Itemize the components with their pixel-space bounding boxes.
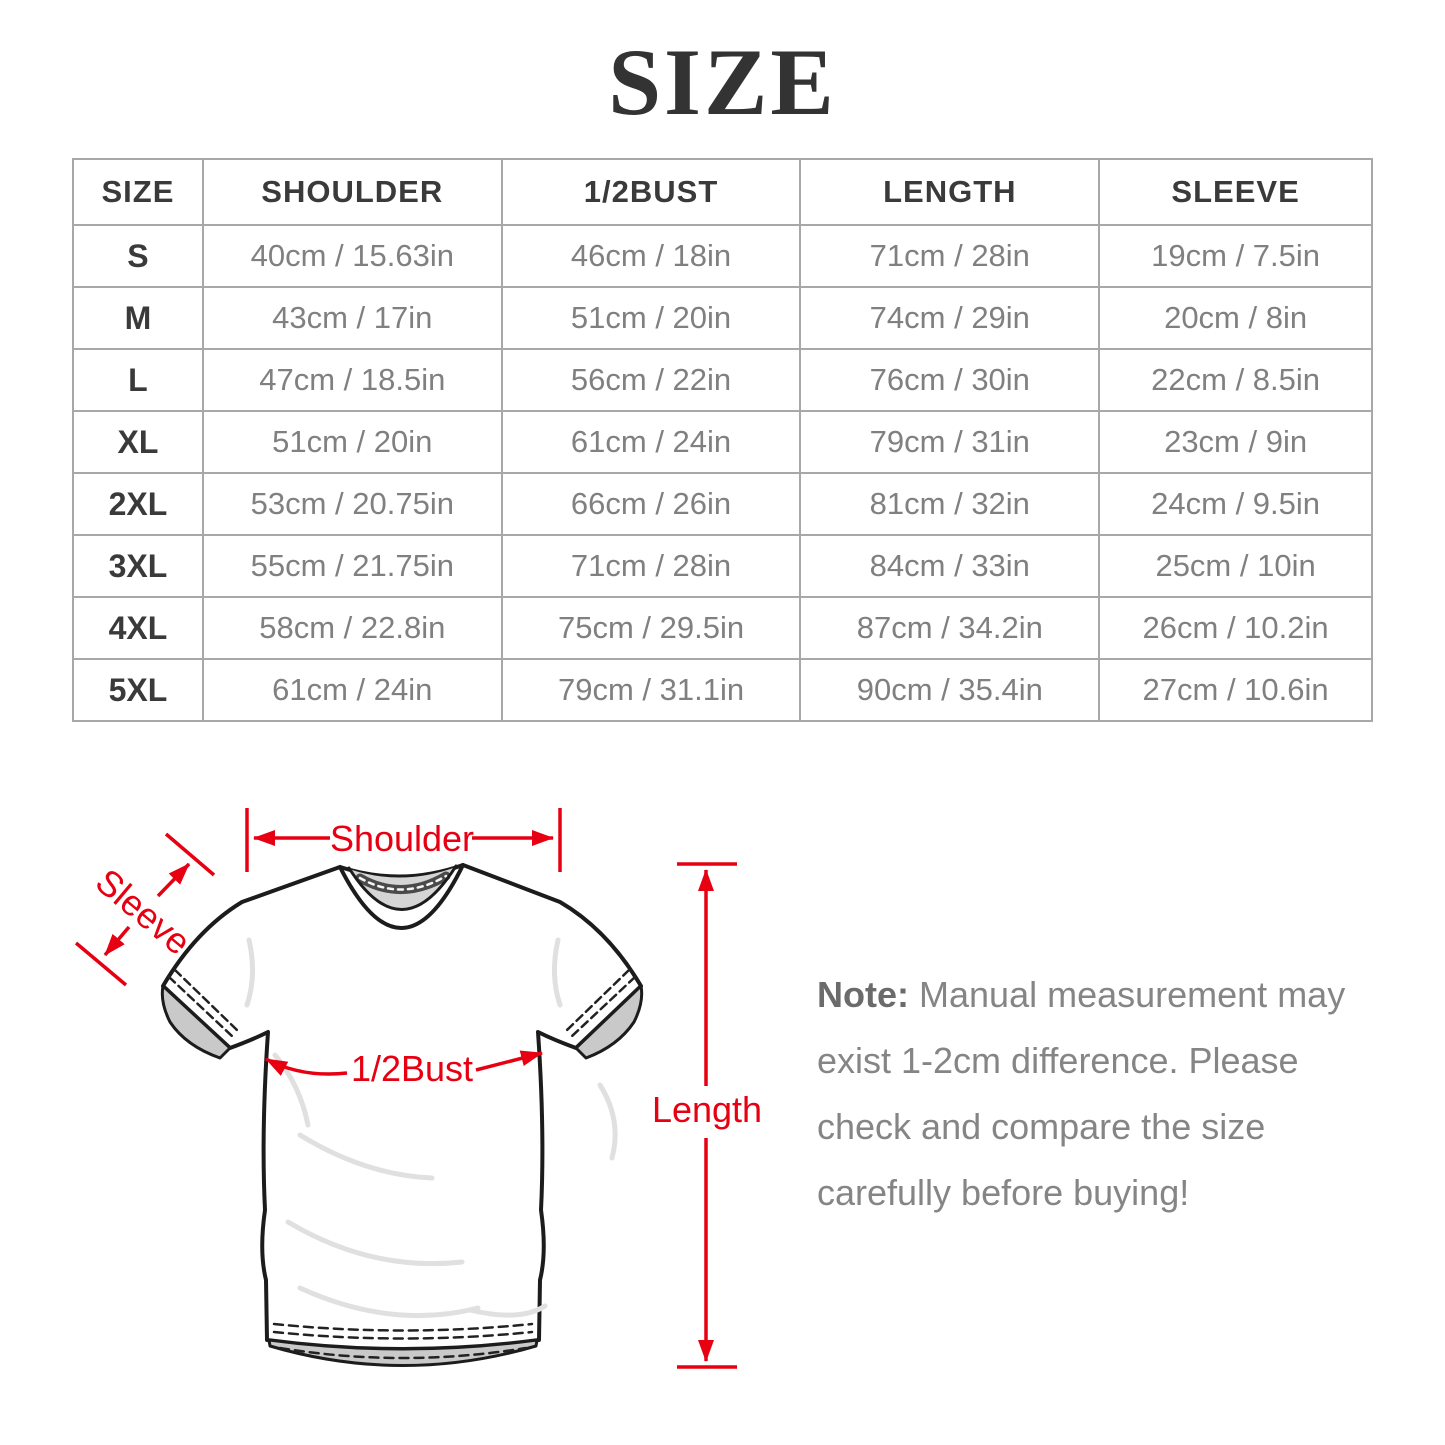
table-row bbox=[73, 287, 1372, 349]
cell-size: 4XL bbox=[73, 597, 203, 659]
table-row bbox=[73, 225, 1372, 287]
cell-halfbust: 71cm / 28in bbox=[502, 535, 801, 597]
note-label: Note: bbox=[817, 974, 909, 1015]
cell-size: 5XL bbox=[73, 659, 203, 721]
cell-size: L bbox=[73, 349, 203, 411]
cell-length: 87cm / 34.2in bbox=[800, 597, 1099, 659]
col-header-shoulder: SHOULDER bbox=[203, 159, 502, 225]
note-line: check and compare the size bbox=[817, 1106, 1266, 1147]
page-title: SIZE bbox=[608, 29, 837, 135]
cell-halfbust: 79cm / 31.1in bbox=[502, 659, 801, 721]
cell-shoulder: 40cm / 15.63in bbox=[203, 225, 502, 287]
note-line: carefully before buying! bbox=[817, 1172, 1190, 1213]
cell-size: S bbox=[73, 225, 203, 287]
cell-size: 3XL bbox=[73, 535, 203, 597]
half-bust-label: 1/2Bust bbox=[350, 1048, 474, 1089]
cell-sleeve: 27cm / 10.6in bbox=[1099, 659, 1372, 721]
cell-halfbust: 75cm / 29.5in bbox=[502, 597, 801, 659]
cell-size: XL bbox=[73, 411, 203, 473]
cell-sleeve: 23cm / 9in bbox=[1099, 411, 1372, 473]
col-header-size: SIZE bbox=[73, 159, 203, 225]
cell-shoulder: 47cm / 18.5in bbox=[203, 349, 502, 411]
cell-shoulder: 43cm / 17in bbox=[203, 287, 502, 349]
cell-halfbust: 66cm / 26in bbox=[502, 473, 801, 535]
cell-halfbust: 51cm / 20in bbox=[502, 287, 801, 349]
table-row bbox=[73, 597, 1372, 659]
table-row bbox=[73, 349, 1372, 411]
cell-length: 79cm / 31in bbox=[800, 411, 1099, 473]
cell-length: 81cm / 32in bbox=[800, 473, 1099, 535]
cell-shoulder: 58cm / 22.8in bbox=[203, 597, 502, 659]
tshirt-body-outline bbox=[163, 865, 641, 1349]
size-table-header bbox=[73, 159, 1372, 225]
cell-length: 74cm / 29in bbox=[800, 287, 1099, 349]
length-label: Length bbox=[651, 1089, 763, 1130]
col-header-halfbust: 1/2BUST bbox=[502, 159, 801, 225]
cell-halfbust: 56cm / 22in bbox=[502, 349, 801, 411]
cell-sleeve: 26cm / 10.2in bbox=[1099, 597, 1372, 659]
cell-sleeve: 19cm / 7.5in bbox=[1099, 225, 1372, 287]
cell-shoulder: 61cm / 24in bbox=[203, 659, 502, 721]
col-header-length: LENGTH bbox=[800, 159, 1099, 225]
cell-length: 90cm / 35.4in bbox=[800, 659, 1099, 721]
table-row bbox=[73, 411, 1372, 473]
cell-length: 84cm / 33in bbox=[800, 535, 1099, 597]
cell-halfbust: 46cm / 18in bbox=[502, 225, 801, 287]
cell-length: 71cm / 28in bbox=[800, 225, 1099, 287]
note-text: Manual measurement may bbox=[919, 974, 1346, 1015]
cell-sleeve: 22cm / 8.5in bbox=[1099, 349, 1372, 411]
cell-shoulder: 55cm / 21.75in bbox=[203, 535, 502, 597]
table-row bbox=[73, 535, 1372, 597]
cell-halfbust: 61cm / 24in bbox=[502, 411, 801, 473]
cell-length: 76cm / 30in bbox=[800, 349, 1099, 411]
table-row bbox=[73, 473, 1372, 535]
cell-size: 2XL bbox=[73, 473, 203, 535]
note-line bbox=[817, 962, 1387, 1028]
size-table-body bbox=[73, 225, 1372, 721]
cell-size: M bbox=[73, 287, 203, 349]
cell-shoulder: 53cm / 20.75in bbox=[203, 473, 502, 535]
shoulder-label: Shoulder bbox=[329, 818, 475, 859]
cell-sleeve: 20cm / 8in bbox=[1099, 287, 1372, 349]
cell-sleeve: 25cm / 10in bbox=[1099, 535, 1372, 597]
col-header-sleeve: SLEEVE bbox=[1099, 159, 1372, 225]
header-row bbox=[73, 159, 1372, 225]
cell-sleeve: 24cm / 9.5in bbox=[1099, 473, 1372, 535]
measurement-note bbox=[817, 962, 1387, 1226]
table-row bbox=[73, 659, 1372, 721]
cell-shoulder: 51cm / 20in bbox=[203, 411, 502, 473]
size-table bbox=[72, 158, 1373, 722]
sleeve-label: Sleeve bbox=[87, 860, 199, 963]
tshirt-illustration bbox=[162, 865, 641, 1366]
note-line: exist 1-2cm difference. Please bbox=[817, 1040, 1299, 1081]
